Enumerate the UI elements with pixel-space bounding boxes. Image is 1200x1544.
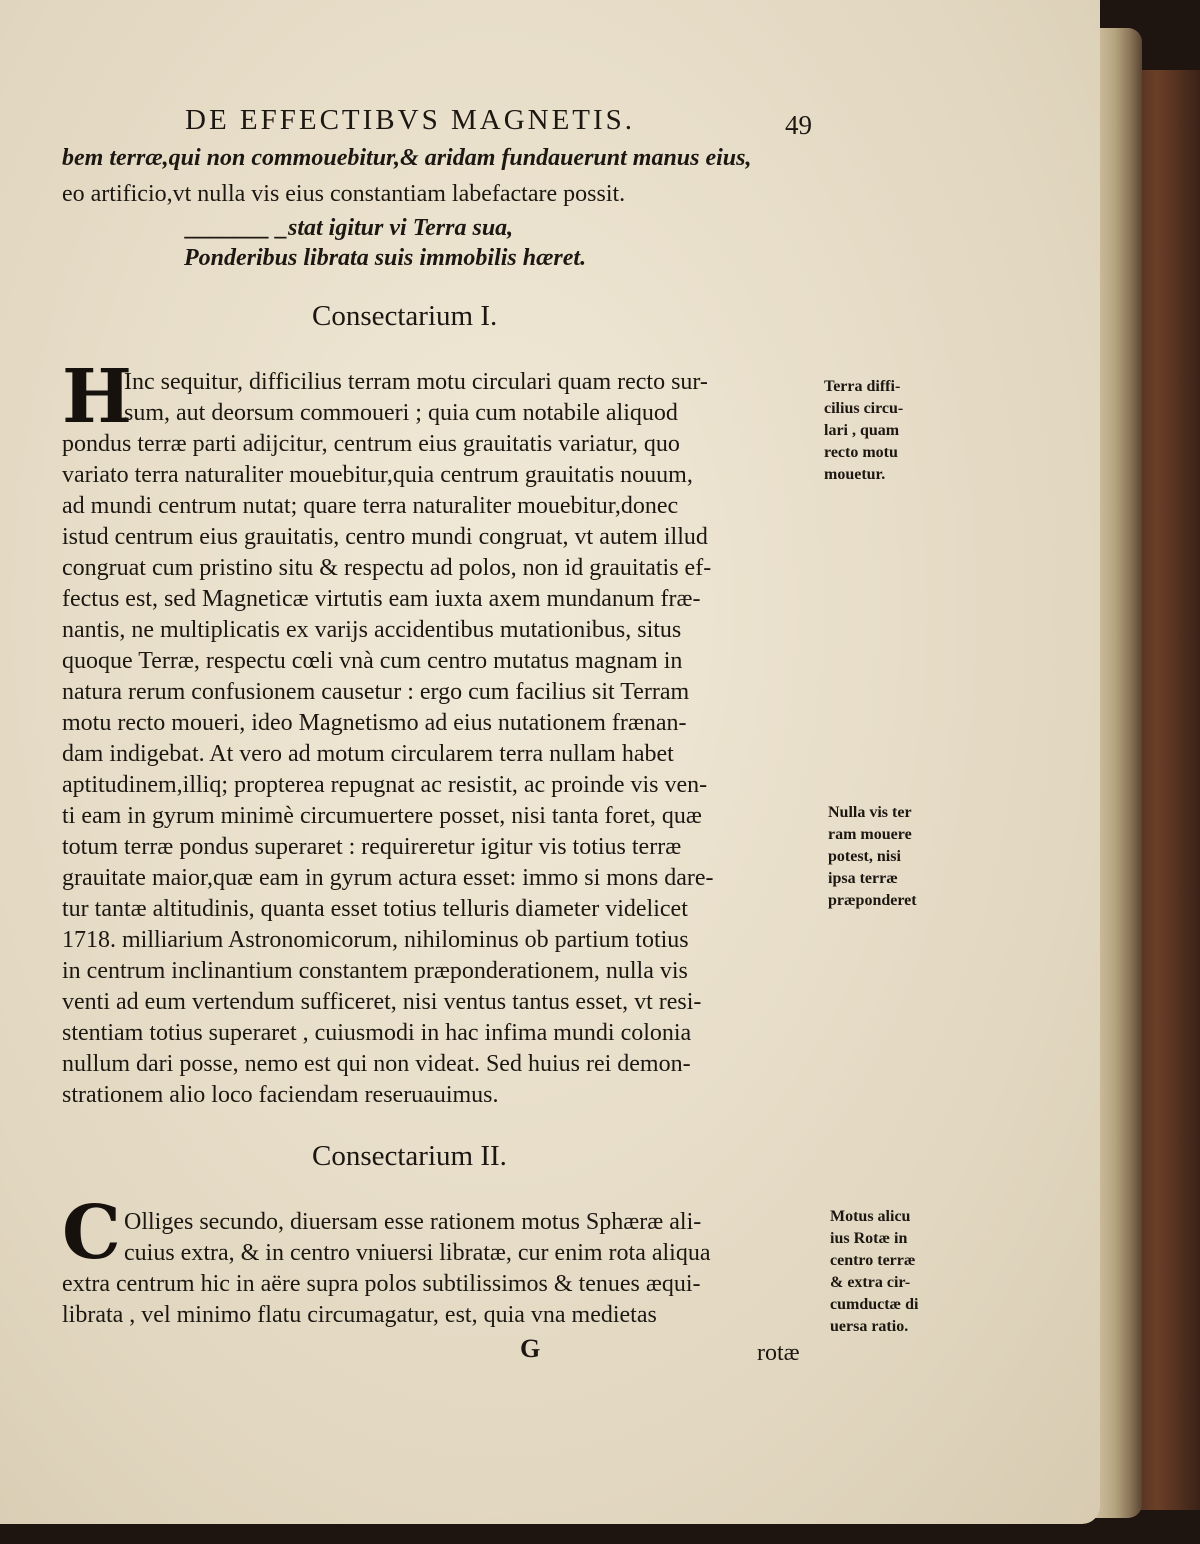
marginal-note-line: uersa ratio. — [830, 1318, 909, 1335]
drop-cap: C — [62, 1190, 121, 1276]
text-line: cuius extra, & in centro vniuersi libratæ, cur enim rota aliqua — [124, 1240, 711, 1266]
marginal-note-line: cumductæ di — [830, 1296, 919, 1313]
marginal-note-line: lari , quam — [824, 422, 900, 439]
section-heading: Consectarium II. — [312, 1140, 507, 1172]
running-head: DE EFFECTIBVS MAGNETIS. — [185, 104, 636, 136]
marginal-note-line: præponderet — [828, 892, 917, 909]
marginal-note — [830, 1206, 918, 1338]
text-line: librata , vel minimo flatu circumagatur, est, quia vna medietas — [62, 1302, 657, 1328]
text-line: totum terræ pondus superaret : requireretur igitur vis totius terræ — [62, 834, 682, 860]
text-line: nullum dari posse, nemo est qui non videat. Sed huius rei demon- — [62, 1051, 691, 1077]
text-line: 1718. milliarium Astronomicorum, nihilominus ob partium totius — [62, 927, 689, 953]
marginal-note-line: ipsa terræ — [828, 870, 898, 887]
marginal-note-line: potest, nisi — [828, 848, 901, 865]
page-number: 49 — [785, 110, 812, 140]
marginal-note-line: cilius circu- — [824, 400, 904, 417]
text-line: bem terræ,qui non commouebitur,& aridam fundauerunt manus eius, — [62, 145, 752, 171]
marginal-note-line: recto motu — [824, 444, 898, 461]
text-line: stentiam totius superaret , cuiusmodi in hac infima mundi colonia — [62, 1020, 692, 1046]
text-line: nantis, ne multiplicatis ex varijs accidentibus mutationibus, situs — [62, 617, 682, 643]
drop-cap: H — [62, 354, 132, 440]
text-line: dam indigebat. At vero ad motum circularem terra nullam habet — [62, 741, 674, 767]
text-line: istud centrum eius grauitatis, centro mundi congruat, vt autem illud — [62, 524, 708, 550]
marginal-note-line: mouetur. — [824, 466, 886, 483]
text-line: variato terra naturaliter mouebitur,quia centrum grauitatis nouum, — [62, 462, 693, 488]
marginal-note-line: centro terræ — [830, 1252, 916, 1269]
text-line: aptitudinem,illiq; propterea repugnat ac resistit, ac proinde vis ven- — [62, 772, 708, 798]
marginal-note — [824, 376, 903, 486]
text-line: Inc sequitur, difficilius terram motu circulari quam recto sur- — [124, 369, 708, 395]
text-line: ti eam in gyrum minimè circumuertere posset, nisi tanta foret, quæ — [62, 803, 702, 829]
text-line: venti ad eum vertendum sufficeret, nisi ventus tantus esset, vt resi- — [62, 989, 702, 1015]
text-line: motu recto moueri, ideo Magnetismo ad eius nutationem frænan- — [62, 710, 687, 736]
signature-mark: G — [520, 1334, 541, 1363]
text-line: ad mundi centrum nutat; quare terra naturaliter mouebitur,donec — [62, 493, 679, 519]
text-line: strationem alio loco faciendam reseruauimus. — [62, 1082, 499, 1108]
text-line: eo artificio,vt nulla vis eius constantiam labefactare possit. — [62, 181, 626, 207]
text-line: in centrum inclinantium constantem præponderationem, nulla vis — [62, 958, 688, 984]
text-line: congruat cum pristino situ & respectu ad polos, non id grauitatis ef- — [62, 555, 712, 581]
text-line: tur tantæ altitudinis, quanta esset totius telluris diameter videlicet — [62, 896, 688, 922]
text-line: extra centrum hic in aëre supra polos subtilissimos & tenues æqui- — [62, 1271, 701, 1297]
text-line: quoque Terræ, respectu cœli vnà cum centro mutatus magnam in — [62, 648, 683, 674]
section-heading: Consectarium I. — [312, 300, 498, 332]
marginal-note-line: & extra cir- — [830, 1274, 911, 1291]
marginal-note-line: Terra diffi- — [824, 378, 901, 395]
text-line: sum, aut deorsum commoueri ; quia cum notabile aliquod — [124, 400, 678, 426]
verse-line: Ponderibus librata suis immobilis hæret. — [184, 245, 587, 271]
text-line: natura rerum confusionem causetur : ergo cum facilius sit Terram — [62, 679, 690, 705]
catchword: rotæ — [757, 1340, 800, 1366]
marginal-note-line: ius Rotæ in — [830, 1230, 908, 1247]
marginal-note-line: Nulla vis ter — [828, 804, 912, 821]
verse-line: _______ _stat igitur vi Terra sua, — [186, 215, 514, 241]
text-line: fectus est, sed Magneticæ virtutis eam iuxta axem mundanum fræ- — [62, 586, 701, 612]
marginal-note-line: Motus alicu — [830, 1208, 911, 1225]
marginal-note-line: ram mouere — [828, 826, 912, 843]
text-line: grauitate maior,quæ eam in gyrum actura esset: immo si mons dare- — [62, 865, 714, 891]
text-line: pondus terræ parti adijcitur, centrum eius grauitatis variatur, quo — [62, 431, 680, 457]
marginal-note — [828, 802, 917, 912]
text-line: Olliges secundo, diuersam esse rationem motus Sphæræ ali- — [124, 1209, 702, 1235]
